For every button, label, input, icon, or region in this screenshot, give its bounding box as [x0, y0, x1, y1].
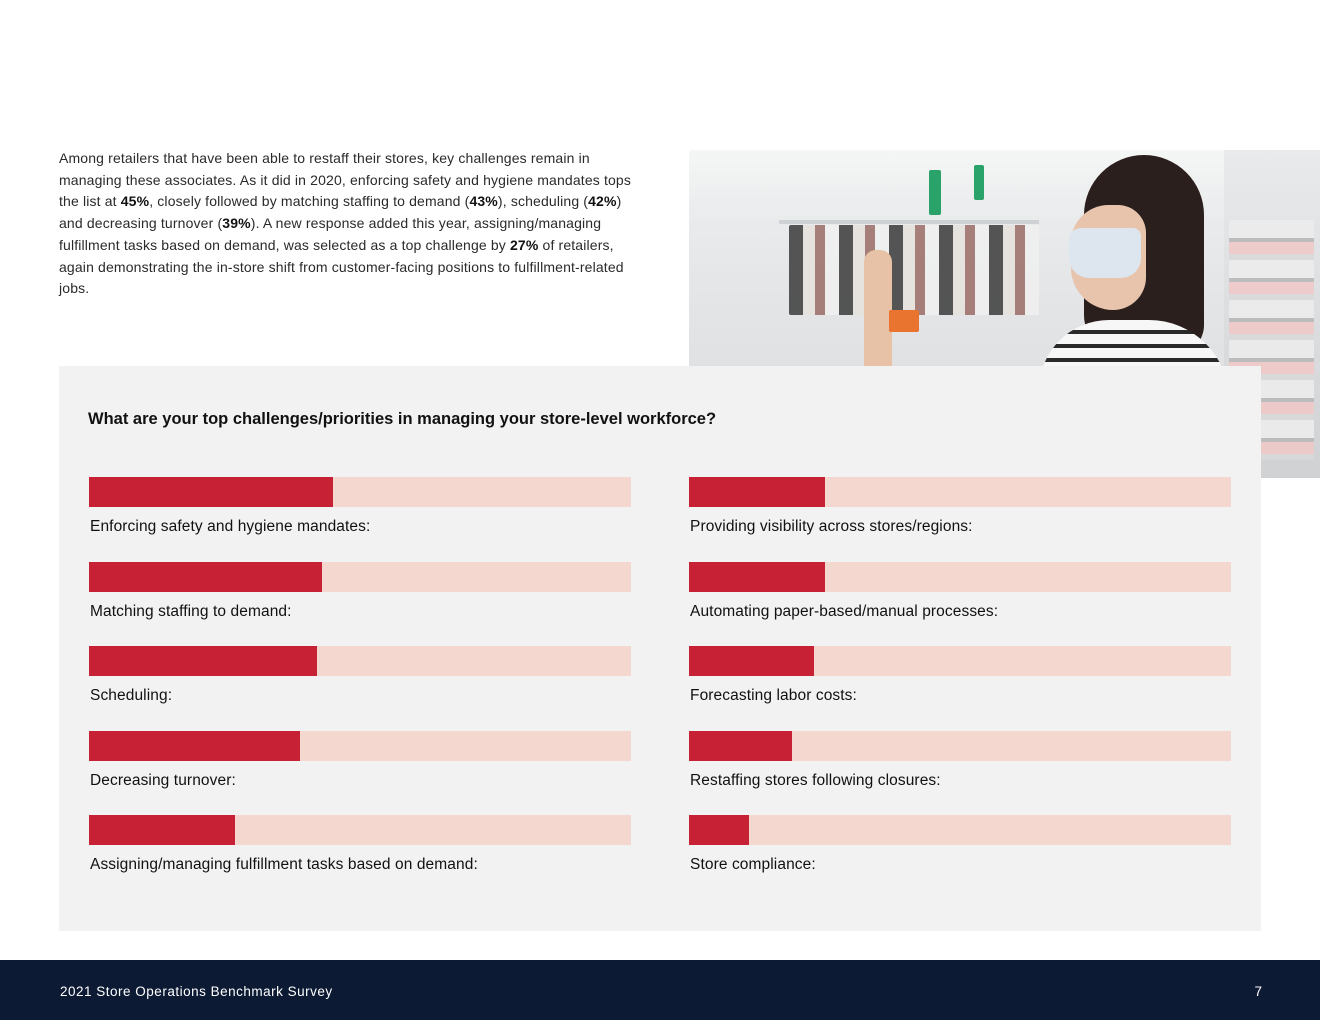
bar-track	[689, 477, 1231, 507]
footer-bar	[0, 960, 1320, 1020]
bar-label: Store compliance:	[690, 856, 816, 873]
bar-label: Restaffing stores following closures:	[690, 771, 941, 789]
intro-paragraph	[59, 148, 634, 300]
bar-track	[689, 731, 1231, 761]
bar-fill	[689, 477, 825, 507]
bar-track	[689, 562, 1231, 592]
intro-stat: 45%	[120, 193, 150, 210]
bar-label: Matching staffing to demand:	[90, 602, 292, 620]
bar-track	[89, 477, 631, 507]
intro-text: of retailers, again demonstrating the in-store shift from customer-facing positions to fulfillment-related jobs.	[59, 236, 624, 297]
intro-stat: 27%	[509, 236, 539, 253]
photo-green-decor	[974, 165, 984, 200]
bar-label: Providing visibility across stores/regions:	[690, 518, 973, 535]
bar-fill	[89, 562, 322, 592]
bar-label: Automating paper-based/manual processes:	[690, 602, 999, 620]
intro-text: ), scheduling (	[497, 193, 589, 210]
photo-mannequin	[864, 250, 892, 370]
bar-fill	[689, 815, 749, 845]
intro-text: ). A new response added this year, assigning/managing fulfillment tasks based on demand, was selected as a top challenge by	[59, 215, 602, 253]
intro-text: ) and decreasing turnover (	[59, 193, 622, 232]
footer-title: 2021 Store Operations Benchmark Survey	[60, 984, 333, 999]
bar-track	[689, 815, 1231, 845]
photo-green-decor	[929, 170, 941, 215]
intro-stat: 43%	[469, 193, 498, 210]
photo-rack	[779, 220, 1039, 224]
bar-fill	[89, 815, 235, 845]
bar-fill	[89, 731, 300, 761]
page-number: 7	[1254, 984, 1262, 999]
photo-clothes	[789, 225, 1039, 315]
bar-fill	[689, 646, 814, 676]
bar-track	[89, 815, 631, 845]
chart-question: What are your top challenges/priorities in managing your store-level workforce?	[88, 410, 717, 428]
photo-product-box	[889, 310, 919, 332]
bar-track	[89, 731, 631, 761]
bar-fill	[89, 477, 333, 507]
intro-text: , closely followed by matching staffing to demand (	[149, 193, 470, 210]
bar-label: Scheduling:	[90, 687, 173, 704]
intro-text: Among retailers that have been able to restaff their stores, key challenges remain in managing these associates. As it did in 2020, enforcing safety and hygiene mandates tops the list at	[59, 150, 632, 210]
chart-panel	[59, 366, 1261, 931]
bar-track	[89, 562, 631, 592]
intro-stat: 39%	[222, 215, 251, 232]
bar-label: Decreasing turnover:	[90, 771, 236, 789]
bar-label: Enforcing safety and hygiene mandates:	[90, 518, 371, 535]
bar-fill	[689, 562, 825, 592]
intro-stat: 42%	[588, 193, 617, 210]
bar-label: Forecasting labor costs:	[690, 687, 857, 704]
bar-fill	[689, 731, 792, 761]
bar-track	[689, 646, 1231, 676]
photo-face-mask	[1069, 228, 1141, 278]
bar-fill	[89, 646, 317, 676]
bar-track	[89, 646, 631, 676]
bar-label: Assigning/managing fulfillment tasks based on demand:	[90, 856, 478, 873]
